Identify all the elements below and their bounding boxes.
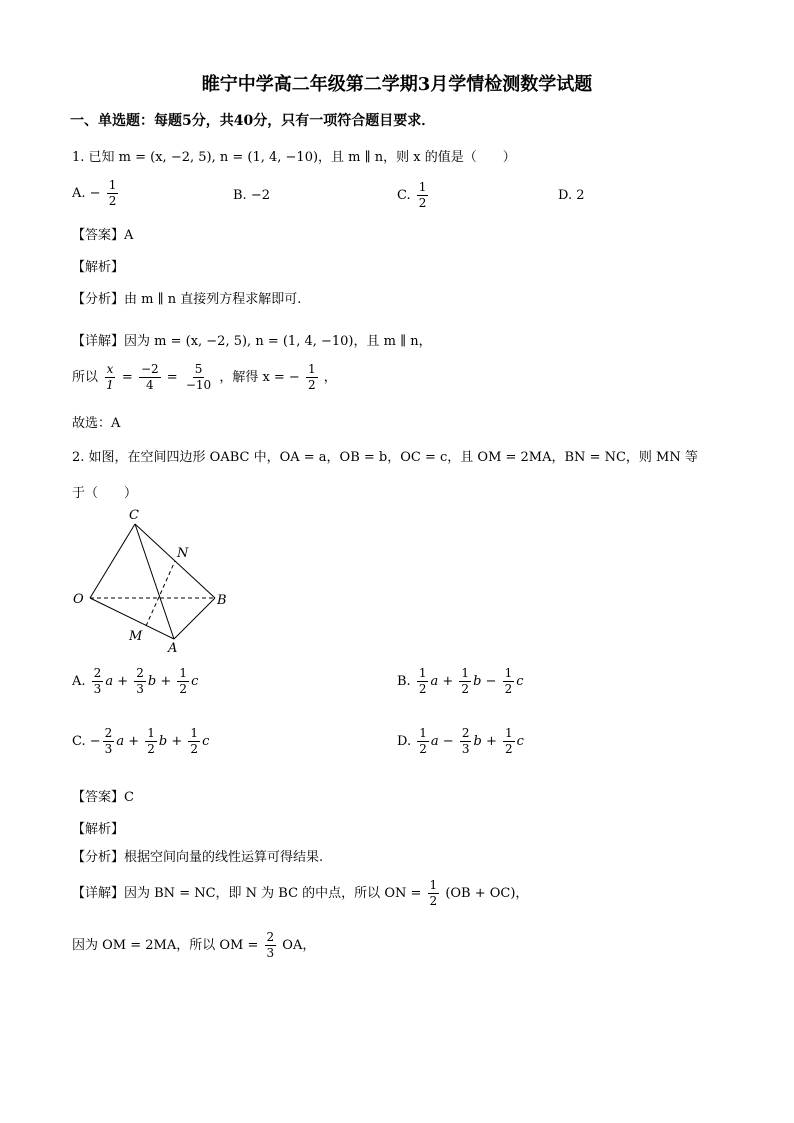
vector-a: a bbox=[105, 674, 114, 689]
numerator: 1 bbox=[504, 726, 513, 740]
label-c: C bbox=[129, 508, 139, 523]
vector-c: c bbox=[191, 674, 199, 689]
detail-suffix: (OB + OC)， bbox=[445, 886, 529, 901]
fraction-neg2-over-4 bbox=[139, 362, 161, 393]
sign: − bbox=[89, 734, 101, 749]
q2-analysis-tag: 【解析】 bbox=[72, 822, 125, 837]
numerator: 1 bbox=[179, 666, 188, 680]
option-label: A. bbox=[72, 674, 86, 689]
denominator: 2 bbox=[418, 196, 427, 210]
q1-analysis-tag: 【解析】 bbox=[72, 260, 125, 275]
numerator: 1 bbox=[429, 878, 438, 892]
q1-option-d: D. 2 bbox=[558, 188, 585, 203]
numerator: 2 bbox=[136, 666, 144, 680]
numerator: 1 bbox=[461, 666, 470, 680]
denominator: 2 bbox=[418, 682, 427, 696]
numerator: 5 bbox=[194, 362, 203, 376]
denominator: 2 bbox=[504, 742, 513, 756]
vector-b: b bbox=[473, 734, 482, 749]
operator: + bbox=[171, 734, 183, 749]
numerator: 1 bbox=[418, 180, 427, 194]
q1-option-a-label: A. bbox=[72, 186, 86, 201]
q1-choose: 故选：A bbox=[72, 416, 121, 431]
q1-solution-prefix: 所以 bbox=[72, 370, 99, 385]
denominator: −10 bbox=[185, 378, 212, 392]
numerator: 1 bbox=[307, 362, 316, 376]
operator: + bbox=[442, 674, 454, 689]
q1-option-a-fraction bbox=[107, 178, 119, 209]
fraction-5-over-neg10 bbox=[184, 362, 213, 393]
q1-option-c-fraction bbox=[417, 180, 429, 211]
denominator: 3 bbox=[461, 742, 470, 756]
option-label: B. bbox=[397, 674, 411, 689]
vector-c: c bbox=[516, 734, 524, 749]
label-o: O bbox=[73, 592, 84, 607]
q2-answer: 【答案】C bbox=[72, 790, 134, 805]
vector-b: b bbox=[147, 674, 157, 689]
numerator: 1 bbox=[190, 726, 199, 740]
vector-c: c bbox=[516, 674, 524, 689]
numerator: 1 bbox=[147, 726, 155, 740]
label-n: N bbox=[177, 546, 189, 561]
option-label: D. bbox=[397, 734, 412, 749]
label-m: M bbox=[129, 629, 143, 644]
numerator: 1 bbox=[108, 178, 117, 192]
numerator: 2 bbox=[104, 726, 113, 740]
q1-solution-mid: ，解得 x = − bbox=[219, 370, 300, 385]
q1-option-a-sign: − bbox=[89, 186, 101, 201]
edge-ca bbox=[135, 524, 174, 639]
q1-option-b: B. −2 bbox=[233, 188, 270, 203]
q2-detail-line2 bbox=[72, 930, 315, 961]
vector-b: b bbox=[473, 674, 482, 689]
q1-stem: 1. 已知 m = (x, −2, 5), n = (1, 4, −10)，且 m ∥ n，则 x 的值是（ ） bbox=[72, 150, 516, 165]
operator: − bbox=[485, 674, 497, 689]
denominator: 2 bbox=[504, 682, 513, 696]
denominator: 4 bbox=[146, 378, 154, 392]
detail-prefix: 因为 OM = 2MA，所以 OM = bbox=[72, 938, 259, 953]
q1-solution-end: ， bbox=[323, 370, 337, 385]
denominator: 2 bbox=[429, 894, 438, 908]
vector-b: b bbox=[158, 734, 168, 749]
numerator: 2 bbox=[266, 930, 275, 944]
tetrahedron-figure bbox=[60, 504, 250, 656]
operator: − bbox=[442, 734, 454, 749]
option-label: C. bbox=[72, 734, 86, 749]
label-a: A bbox=[168, 641, 178, 656]
operator: + bbox=[128, 734, 140, 749]
q1-solution-line: 所以 $\frac{x}{1}$ = $\frac{-2}{4}$ = $\frac{5}{-10}$ ，解得 x = − $\frac{1}{2}$ ， bbox=[72, 362, 337, 392]
operator: + bbox=[117, 674, 129, 689]
denominator: 3 bbox=[266, 946, 275, 960]
q2-option-b bbox=[397, 666, 524, 697]
numerator: −2 bbox=[140, 362, 159, 376]
fraction-x-over-1 bbox=[104, 362, 116, 393]
q1-option-a bbox=[72, 178, 120, 209]
edge-oc bbox=[90, 524, 135, 598]
q1-option-c bbox=[397, 180, 430, 211]
q1-option-c-label: C. bbox=[397, 188, 411, 203]
numerator: x bbox=[106, 362, 114, 376]
detail-prefix: 【详解】因为 BN = NC，即 N 为 BC 的中点，所以 ON = bbox=[72, 886, 422, 901]
numerator: 1 bbox=[504, 666, 513, 680]
vector-a: a bbox=[116, 734, 125, 749]
q2-detail-line bbox=[72, 878, 528, 909]
numerator: 1 bbox=[418, 666, 427, 680]
q2-option-a bbox=[72, 666, 198, 697]
q1-answer: 【答案】A bbox=[72, 228, 134, 243]
denominator: 1 bbox=[106, 378, 114, 392]
label-b: B bbox=[217, 593, 227, 608]
detail-suffix: OA， bbox=[282, 938, 316, 953]
operator: + bbox=[485, 734, 497, 749]
operator: + bbox=[160, 674, 172, 689]
denominator: 2 bbox=[108, 194, 117, 208]
q2-option-d bbox=[397, 726, 524, 757]
numerator: 1 bbox=[419, 726, 427, 740]
denominator: 2 bbox=[147, 742, 155, 756]
vector-a: a bbox=[430, 734, 439, 749]
numerator: 2 bbox=[93, 666, 102, 680]
page-title: 睢宁中学高二年级第二学期3月学情检测数学试题 bbox=[201, 74, 593, 95]
numerator: 2 bbox=[461, 726, 470, 740]
denominator: 3 bbox=[104, 742, 113, 756]
denominator: 2 bbox=[190, 742, 199, 756]
q1-detail: 【详解】因为 m = (x, −2, 5), n = (1, 4, −10)，且 m ∥ n， bbox=[72, 334, 432, 349]
q2-option-c bbox=[72, 726, 209, 757]
vector-c: c bbox=[202, 734, 210, 749]
fraction-1-over-2 bbox=[306, 362, 318, 393]
vector-a: a bbox=[430, 674, 439, 689]
q2-stem-line2: 于（ ） bbox=[72, 486, 138, 501]
section-heading: 一、单选题：每题5分，共40分，只有一项符合题目要求． bbox=[70, 113, 436, 129]
q2-stem-line1: 2. 如图，在空间四边形 OABC 中，OA = a，OB = b，OC = c，且 OM = 2MA，BN = NC，则 MN 等 bbox=[72, 450, 698, 465]
denominator: 3 bbox=[136, 682, 144, 696]
denominator: 2 bbox=[419, 742, 427, 756]
denominator: 2 bbox=[461, 682, 470, 696]
denominator: 3 bbox=[93, 682, 102, 696]
denominator: 2 bbox=[179, 682, 188, 696]
edge-ab bbox=[174, 598, 215, 639]
q2-fenxi: 【分析】根据空间向量的线性运算可得结果. bbox=[72, 850, 324, 865]
denominator: 2 bbox=[307, 378, 316, 392]
q1-fenxi: 【分析】由 m ∥ n 直接列方程求解即可. bbox=[72, 292, 302, 307]
